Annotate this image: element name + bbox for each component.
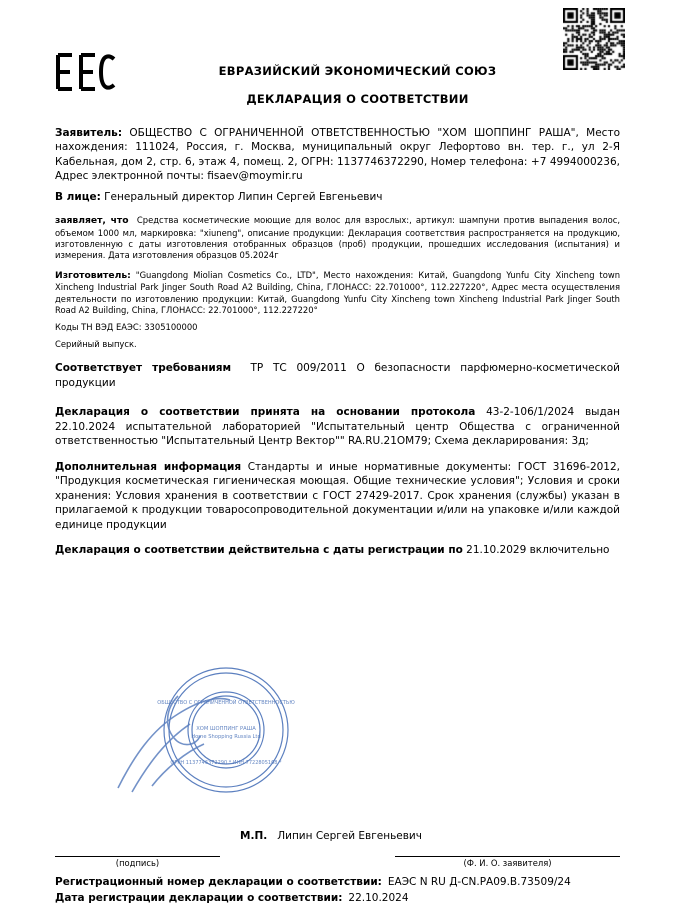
conformity-block <box>55 361 620 390</box>
person-block <box>55 190 620 204</box>
caption-signature: (подпись) <box>115 858 160 868</box>
caption-applicant: (Ф. И. О. заявителя) <box>463 858 552 868</box>
page-title: ЕВРАЗИЙСКИЙ ЭКОНОМИЧЕСКИЙ СОЮЗ <box>218 64 497 78</box>
person-text: Генеральный директор Липин Сергей Евгеньевич <box>104 190 383 203</box>
signature-captions <box>55 858 620 868</box>
applicant-block <box>55 126 620 184</box>
protocol-label: Декларация о соответствии принята на основании протокола <box>55 406 476 419</box>
svg-text:ОГРН 1137746372290 * ИНН 77228: ОГРН 1137746372290 * ИНН 7722805168 * <box>170 760 282 766</box>
validity-suffix: включительно <box>529 544 610 557</box>
manufacturer-text: "Guangdong Miolian Cosmetics Co., LTD", Место нахождения: Китай, Guangdong Yunfu City Xincheng town Xincheng Industrial Park Jinger South Road A2 Building, China, ГЛОНАСС: 22.701000°, 112.227220°, Адрес места осуществления деятельности по изготовлению продукции: Китай, Guangdong Yunfu City Xincheng town Xincheng Industrial Park Jinger South Road A2 Building, China, ГЛОНАСС: 22.701000°, 112.227220° <box>55 270 620 315</box>
validity-label: Декларация о соответствии действительна с даты регистрации по <box>55 544 463 557</box>
protocol-block <box>55 405 620 448</box>
validity-date: 21.10.2029 <box>466 544 527 557</box>
registration-date-value: 22.10.2024 <box>348 892 409 903</box>
registration-date-label: Дата регистрации декларации о соответствии: <box>55 892 343 903</box>
conformity-text: ТР ТС 009/2011 О безопасности парфюмерно-косметической продукции <box>55 362 620 389</box>
document-body <box>55 126 620 558</box>
declares-label: заявляет, что <box>55 215 129 227</box>
conformity-label: Соответствует требованиям <box>55 362 232 375</box>
registration-number-row <box>55 876 620 888</box>
registration-footer <box>55 876 620 907</box>
signer-name: Липин Сергей Евгеньевич <box>277 830 422 842</box>
svg-text:ОБЩЕСТВО С ОГРАНИЧЕННОЙ ОТВЕТС: ОБЩЕСТВО С ОГРАНИЧЕННОЙ ОТВЕТСТВЕННОСТЬЮ <box>157 700 295 706</box>
registration-number-value: ЕАЭС N RU Д-CN.РА09.В.73509/24 <box>387 876 571 888</box>
qr-code-icon <box>563 8 625 70</box>
registration-date-row <box>55 892 620 903</box>
additional-info-label: Дополнительная информация <box>55 460 242 473</box>
additional-info-text: Стандарты и иные нормативные документы: ГОСТ 31696-2012, "Продукция косметическая гигиеническая моющая. Общие технические условия"; Условия и сроки хранения: Условия хранения в соответствии с ГОСТ 27429-2017. Срок хранения (службы) указан в прилагаемой к продукции товаросопроводительной документации и/или на упаковке и/или каждой единице продукции <box>55 460 621 531</box>
protocol-text: 43-2-106/1/2024 выдан 22.10.2024 испытательной лабораторией "Испытательный центр Общества с ограниченной ответственностью "Испытательный Центр Вектор"" RA.RU.21ОМ79; Схема декларирования: 3д; <box>55 406 621 448</box>
svg-text:ХОМ ШОППИНГ РАША: ХОМ ШОППИНГ РАША <box>196 726 256 732</box>
round-stamp-icon <box>108 660 318 800</box>
additional-info-block <box>55 460 620 532</box>
person-label: В лице: <box>55 190 101 203</box>
serial-line: Серийный выпуск. <box>55 339 137 350</box>
applicant-label: Заявитель: <box>55 127 123 139</box>
manufacturer-label: Изготовитель: <box>55 270 131 282</box>
declares-block <box>55 215 620 261</box>
applicant-text: ОБЩЕСТВО С ОГРАНИЧЕННОЙ ОТВЕТСТВЕННОСТЬЮ "ХОМ ШОППИНГ РАША", Место нахождения: 111024, Россия, г. Москва, муниципальный округ Лефортово вн. тер. г., ул 2-Я Кабельная, дом 2, стр. 6, этаж 4, помещ. 2, ОГРН: 1137746372290, Номер телефона: +7 4994000236, Адрес электронной почты: fisaev@moymir.ru <box>55 127 620 183</box>
manufacturer-block <box>55 270 620 316</box>
page-subtitle: ДЕКЛАРАЦИЯ О СООТВЕТСТВИИ <box>246 92 469 106</box>
mp-label: М.П. <box>240 830 268 842</box>
eac-mark-icon <box>55 52 117 92</box>
validity-block <box>55 543 620 557</box>
tnved-line: Коды ТН ВЭД ЕАЭС: 3305100000 <box>55 321 198 332</box>
svg-text:Home Shopping Russia Ltd: Home Shopping Russia Ltd <box>191 734 261 740</box>
signature-row <box>55 830 620 842</box>
registration-number-label: Регистрационный номер декларации о соответствии: <box>55 876 382 888</box>
declares-text: Средства косметические моющие для волос для взрослых:, артикул: шампуни против выпадения волос, объемом 1000 мл, маркировка: "xiuneng", описание продукции: Декларация соответствия распространяется на продукцию, изготовленную с даты изготовления отобранных образцов (проб) продукции, прошедших исследования (испытания) и измерения. Дата изготовления образцов 05.2024г <box>55 215 621 260</box>
document-titles <box>55 0 620 106</box>
